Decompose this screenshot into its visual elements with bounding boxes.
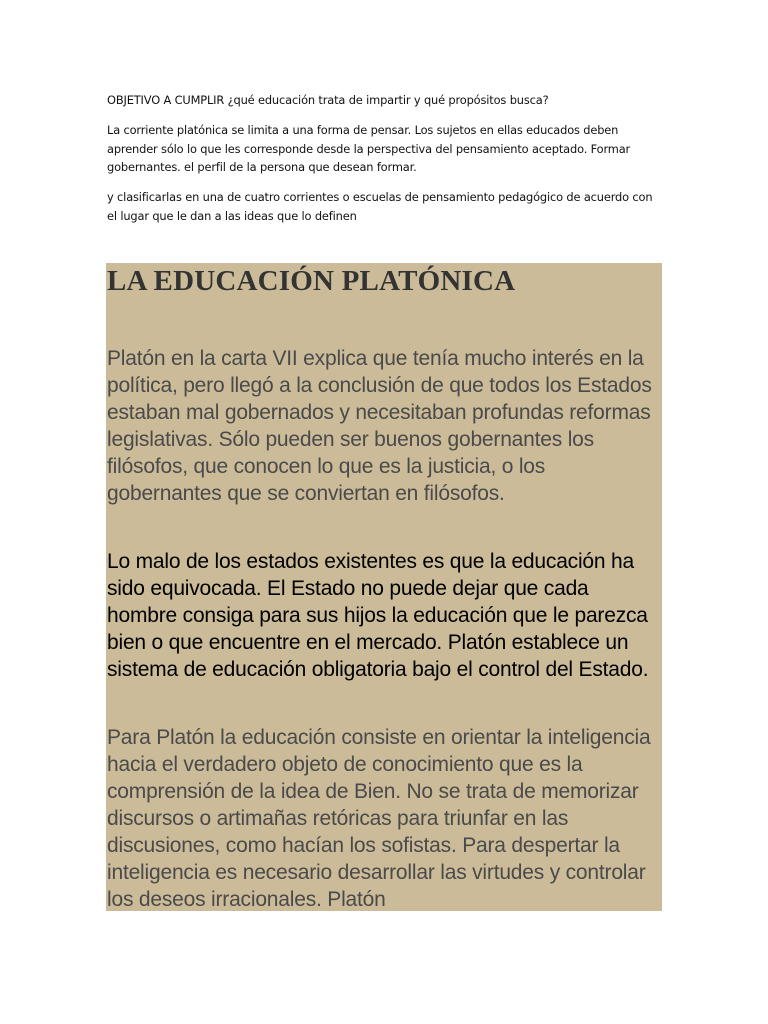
intro-paragraph-1: La corriente platónica se limita a una forma de pensar. Los sujetos en ellas educados deben aprender sólo lo que les corresponde desde la perspectiva del pensamiento aceptado. Formar gobernantes. el perfil de la persona que desean formar. <box>107 123 631 174</box>
panel-title: LA EDUCACIÓN PLATÓNICA <box>107 265 516 297</box>
objective-line: OBJETIVO A CUMPLIR ¿qué educación trata de impartir y qué propósitos busca? <box>107 93 549 107</box>
panel-paragraph-3: Para Platón la educación consiste en orientar la inteligencia hacia el verdadero objeto de conocimiento que es la comprensión de la idea de Bien. No se trata de memorizar discursos o artimañas retóricas para triunfar en las discusiones, como hacían los sofistas. Para despertar la inteligencia es necesario desarrollar las virtudes y controlar los deseos irracionales. Platón <box>107 726 651 911</box>
excerpt-panel <box>106 263 662 911</box>
panel-paragraph-1: Platón en la carta VII explica que tenía mucho interés en la política, pero llegó a la conclusión de que todos los Estados estaban mal gobernados y necesitaban profundas reformas legislativas. Sólo pueden ser buenos gobernantes los filósofos, que conocen lo que es la justicia, o los gobernantes que se conviertan en filósofos. <box>107 347 652 505</box>
panel-paragraph-2: Lo malo de los estados existentes es que la educación ha sido equivocada. El Estado no puede dejar que cada hombre consiga para sus hijos la educación que le parezca bien o que encuentre en el mercado. Platón establece un sistema de educación obligatoria bajo el control del Estado. <box>107 550 649 681</box>
intro-paragraph-2: y clasificarlas en una de cuatro corrientes o escuelas de pensamiento pedagógico de acuerdo con el lugar que le dan a las ideas que lo definen <box>107 190 653 223</box>
